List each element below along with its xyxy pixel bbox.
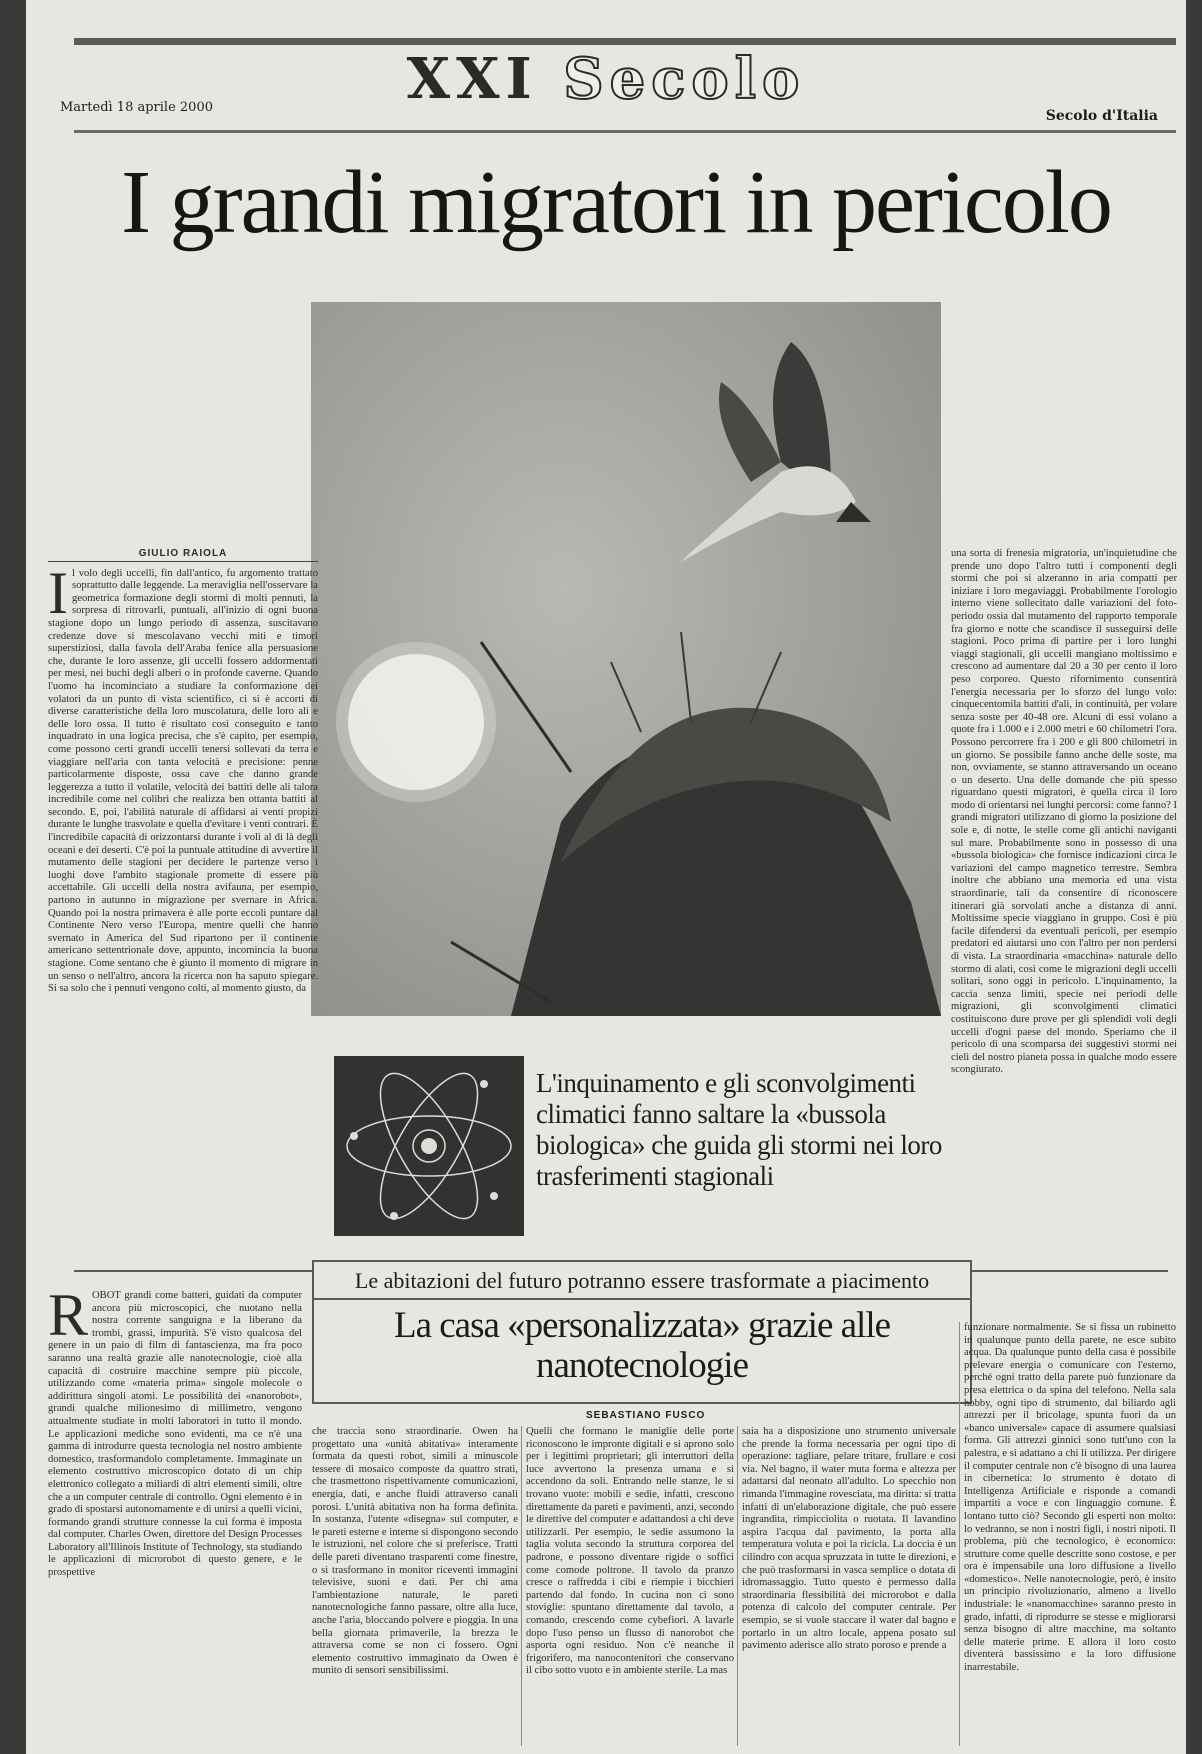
atom-icon	[334, 1056, 524, 1236]
article1-text-col1: l volo degli uccelli, fin dall'antico, fu argomento trattato soprattutto dalle leggende. La meraviglia nell'osservare la geometrica formazione degli stormi di molti pennuti, la sorpresa di ritrovarli, puntuali, all'inizio di ogni buona stagione dopo un lungo periodo di assenza, suscitavano credenze dove si mescolavano vecchi miti e timori superstiziosi, dalla favola dell'Araba fenice alla persuasione che, durante le loro assenze, gli uccelli fossero addormentati per mesi, nei buchi degli alberi o in profonde caverne. Quando l'uomo ha incominciato a studiare la conformazione dei volatori da un punto di vista scientifico, ci si è accorti di diverse caratteristiche della loro muscolatura, delle loro ali e delle loro ossa. Il tutto è risultato così conseguito e tanto inquadrato in una logica precisa, che s'è capito, per esempio, come possono certi grandi uccelli tenersi sollevati da terra e viaggiare nell'aria con tanta velocità e precisione: penne particolarmente disposte, ossa cave che danno grande leggerezza a tutto il volatile, velocità dei battiti delle ali talora incredibile come nel colibrì che realizza ben ottanta battiti al secondo. E, poi, l'abilità naturale di affidarsi ai venti propizi durante le lunghe trasvolate e quella d'evitare i venti contrari. È l'incredibile capacità di orizzontarsi durante i voli al di là degli oceani e dei deserti. C'è poi la puntuale attitudine di avvertire il mutamento delle stagioni per decidere le partenze verso i luoghi dove l'ambito stagionale promette di essere più accettabile. Gli uccelli della nostra avifauna, per esempio, partono in autunno in migrazione per svernare in Africa. Quando poi la nostra primavera è alle porte eccoli puntare dal Continente Nero verso l'Europa, mentre quelli che hanno svernato in America del Sud ripartono per il continente americano settentrionale dove, appunto, incomincia la buona stagione. Come sentano che è giunto il momento di migrare in un senso o nell'altro, ancora la ricerca non ha saputo spiegare. Si sa solo che i pennuti vengono colti, al momento giusto, da	[48, 567, 318, 995]
article2-column4	[742, 1426, 956, 1653]
article2-text-col1: OBOT grandi come batteri, guidati da computer ancora più microscopici, che nuotano nella nostra corrente sanguigna e la liberano da trombi, grassi, impurità. S'è visto qualcosa del genere in un paio di film di fantascienza, ma fra poco saranno una realtà grazie alle nanotecnologie, cioè alla capacità di costruire macchine sempre più piccole, utilizzando come «materia prima» singole molecole o addirittura singoli atomi. Le possibilità dei «nanorobot», grandi qualche milionesimo di millimetro, vengono attualmente studiate in molti laboratori in tutto il mondo. Le applicazioni mediche sono evidenti, ma ce n'è una gamma di introdurre questa tecnologia nel nostro ambiente domestico, trasformandolo completamente. Immaginate un elemento costruttivo microscopico dotato di un chip elettronico collegato a miliardi di altri elementi simili, oltre che a un computer centrale di controllo. Ogni elemento è in grado di spostarsi autonomamente e di unirsi a quelli vicini, formando grandi strutture connesse la cui forma è imposta dal computer. Charles Owen, direttore del Design Processes Laboratory all'Illinois Institute of Technology, sta studiando le applicazioni di microrobot di questo genere, e le prospettive	[48, 1290, 302, 1579]
article2-text-col2: che traccia sono straordinarie. Owen ha progettato una «unità abitativa» interamente formata da questi robot, simili a minuscole tessere di mosaico composte da quattro strati, che trasmettono rispettivamente comunicazioni, energia, dati, e anche fluidi attraverso canali porosi. L'unità abitativa non ha forma definita. In sostanza, l'utente «disegna» sul computer, e le pareti esterne e interne si dispongono secondo le istruzioni, nel colore che si preferisce. Tratti delle pareti diventano trasparenti come finestre, o si trasformano in monitor riceventi immagini televisive, suoni e dati. Per chi ama l'ambientazione naturale, le pareti nanotecnologiche fanno passare, oltre alla luce, anche l'aria, bloccando polvere e pioggia. In una bella giornata primaverile, la brezza le attraversa come se non ci fossero. Ogni elemento costruttivo immaginato da Owen è munito di sensori sensibilissimi.	[312, 1426, 518, 1677]
atom-illustration	[334, 1056, 524, 1236]
article2-kicker: Le abitazioni del futuro potranno essere trasformate a piacimento	[314, 1262, 970, 1300]
paper-name: Secolo d'Italia	[1045, 108, 1158, 124]
stork-nest-image	[311, 302, 941, 1016]
article2-dropcap: R	[48, 1282, 89, 1348]
article2-byline: SEBASTIANO FUSCO	[586, 1410, 706, 1421]
issue-date: Martedì 18 aprile 2000	[60, 100, 213, 115]
stork-photo	[311, 302, 941, 1016]
article1-subheadline: L'inquinamento e gli sconvolgimenti climatici fanno saltare la «bussola biologica» che guida gli stormi nei loro trasferimenti stagionali	[536, 1068, 942, 1191]
article2-header-box	[312, 1260, 972, 1404]
page-title: I grandi migratori in pericolo	[121, 153, 1111, 252]
article2-column3	[526, 1426, 734, 1678]
article2-text-col3: Quelli che formano le maniglie delle porte riconoscono le impronte digitali e si aprono solo per i legittimi proprietari; gli interruttori della luce avvertono la presenza umana e si accendono da soli. Entrando nelle stanze, le si trovano vuote: mobili e sedie, infatti, crescono direttamente da pareti e pavimenti, anzi, secondo le direttive del computer e adattandosi a chi deve utilizzarli. Per esempio, le sedie assumono la taglia voluta secondo la struttura corporea del padrone, e possono diventare rigide o soffici come comode poltrone. Il tavolo da pranzo cresce o raffredda i cibi e riempie i bicchieri partendo dal fondo. In cucina non ci sono stoviglie: spuntano direttamente dal tavolo, a comando, crescendo come cybefiori. A lavarle dopo l'uso penso un flusso di nanorobot che asporta ogni residuo. Non c'è neanche il frigorifero, ma nanocontenitori che conservano il cibo sotto vuoto e in ambiente sterile. La mas	[526, 1426, 734, 1677]
article2-column1	[48, 1282, 302, 1580]
column-divider	[959, 1322, 960, 1746]
newspaper-page	[26, 0, 1186, 1754]
column-divider	[737, 1426, 738, 1746]
article1-text-col2: una sorta di frenesia migratoria, un'inquietudine che prende uno dopo l'altro tutti i componenti degli stormi che poi si alzeranno in aria compatti per iniziare i loro megaviaggi. Probabilmente l'orologio interno viene sollecitato dalle variazioni del foto-periodo ossia dal mutamento del rapporto temporale fra giorno e notte che scandisce il susseguirsi delle stagioni. Poco prima di partire per i loro lunghi viaggi stagionali, gli uccelli mangiano moltissimo e crescono ad aumentare dal 20 a 30 per cento il loro peso corporeo. Questo rifornimento consentirà l'energia necessaria per lo sforzo del lungo volo: cinquecentomila battiti d'ali, in continuità, per volare senza soste per 40-48 ore. Alcuni di essi volano a quote fra i 1.000 e i 2.000 metri e 60 chilometri l'ora. Possono percorrere fra i 200 e gli 800 chilometri in un giorno. Se possibile fanno anche delle soste, ma non, ovviamente, se stanno attraversando un oceano o un deserto. Una delle domande che più spesso riguardano questi migratori, è quella circa il loro modo di orientarsi nei lunghi percorsi: come fanno? I grandi migratori utilizzano di giorno la posizione del sole e, di notte, le stelle come gli antichi naviganti sul mare. Probabilmente sono in possesso di una «bussola biologica» che fornisce indicazioni circa le variazioni del campo magnetico terrestre. Sembra inoltre che abbiano una memoria ed una vista straordinarie, tali da consentire di riconoscere itinerari già sorvolati anche a distanza di anni. Moltissime specie viaggiano in gruppo. Così è più facile difendersi da eventuali pericoli, per esempio predatori ed aiutarsi uno con l'altro per non perdersi di vista. La straordinaria «macchina» naturale dello stormo di alati, così come le migrazioni degli uccelli solitari, sono oggi in pericolo. L'inquinamento, la caccia senza limiti, specie nei periodi delle migrazioni, gli sconvolgimenti climatici costituiscono dure prove per gli splendidi voli degli uccelli d'ogni paese del mondo. Speriamo che il pericolo di una scomparsa dei suggestivi stormi nei cieli del nostro pianeta possa in qualche modo essere scongiurato.	[951, 548, 1177, 1076]
masthead-word: Secolo	[563, 46, 806, 112]
article1-dropcap: I	[48, 559, 68, 626]
article2-column2	[312, 1426, 518, 1678]
article1-byline: GIULIO RAIOLA	[48, 548, 318, 562]
article2-column5	[964, 1322, 1176, 1675]
masthead-roman: XXI	[406, 46, 538, 112]
article1-column2	[951, 548, 1177, 1077]
article2-text-col5: funzionare normalmente. Se si fissa un rubinetto in qualunque punto della parete, ne esce subito acqua. Da qualunque punto della casa è possibile prelevare energia o comunicare con l'esterno, perché ogni tratto della parete può funzionare da presa elettrica o da spina del telefono. Nella sala hobby, ogni tipo di strumento, dal biliardo agli attrezzi per il bricolage, spunta fuori da un «banco universale» capace di assumere qualsiasi forma. Gli attrezzi ginnici sono tutt'uno con la palestra, e si adattano a chi li utilizza. Per dirigere il computer centrale non c'è bisogno di una laurea in cibernetica: lo strumento è dotato di Intelligenza Artificiale e risponde a comandi impartiti a voce e con linguaggio comune. È lontano tutto ciò? Secondo gli esperti non molto: lo vedranno, se non i nostri figli, i nostri nipoti. Il problema, più che tecnologico, è economico: strutture come quelle descritte sono costose, e per ora è impensabile una loro diffusione a livello «domestico». Nelle nanotecnologie, però, è insito un principio rivoluzionario, almeno a livello industriale: le «nanomacchine» saranno presto in grado, infatti, di riprodurre se stesse e migliorarsi senza bisogno di altre macchine, ma soltanto delle materie prime. E allora il loro costo diventerà bassissimo e la loro diffusione inarrestabile.	[964, 1322, 1176, 1674]
article2-text-col4: saia ha a disposizione uno strumento universale che prende la forma necessaria per ogni tipo di operazione: tagliare, pelare tritare, frullare e così via. Nel bagno, il water muta forma e altezza per adattarsi dal neonato all'adulto. Lo specchio non rimanda l'immagine rovesciata, ma diritta: si tratta infatti di un'elaborazione digitale, che può essere ingrandita, rimpicciolita o ruotata. Il lavandino aspira l'acqua dal pavimento, la porta alla temperatura voluta e poi la ricicla. La doccia è un cilindro con acqua spruzzata in tutte le direzioni, e che può trasformarsi in vasca semplice o dotata di idromassaggio. Tutto questo è permesso dalla straordinaria flessibilità dei microrobot e dalla potenza di calcolo del computer centrale. Per esempio, se si vuole staccare il water dal bagno e portarlo in un altro locale, appena posato sul pavimento aderisce allo strato poroso e prende a	[742, 1426, 956, 1652]
article1-column1	[48, 548, 318, 996]
top-rule	[74, 38, 1176, 45]
article2-title: La casa «personalizzata» grazie alle nanotecnologie	[393, 1305, 891, 1386]
header-rule	[74, 130, 1176, 133]
column-divider	[521, 1426, 522, 1746]
